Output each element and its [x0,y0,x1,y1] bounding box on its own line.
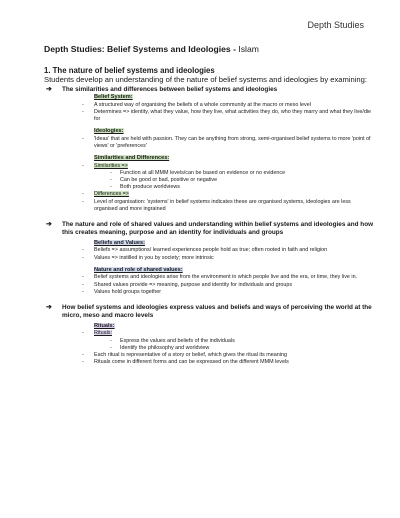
list-item: - Beliefs => assumptions/ learned experiences people hold as true; often rooted in faith and religion [82,247,328,254]
list-item: - Values => instilled in you by society; more intrinsic [82,254,214,261]
subheading-rituals [94,323,374,331]
subheading-text: Beliefs and Values: [94,239,145,246]
list-item: - Belief systems and ideologies arise from the environment in which people live and the era, or time, they live in. [82,274,358,281]
subheading-ideologies [94,128,374,136]
page-title-sub: Islam [238,44,259,54]
subheading-text: Nature and role of shared values: [94,266,183,273]
page-title-main: Depth Studies: Belief Systems and Ideologies - [44,44,239,54]
list-item: - Shared values provide => meaning, purpose and identity for individuals and groups [82,281,293,288]
list-item: - Rituals come in different forms and can be expressed on the different MMM levels [82,359,289,366]
point-heading-2 [44,221,374,237]
subheading-text: Similarities and Differences: [94,155,170,162]
point-heading-text: The nature and role of shared values and understanding within belief systems and ideologies and how this creates meaning, purpose and an identity for individuals and groups [62,220,374,236]
point-heading-3 [44,304,374,320]
running-header: Depth Studies [307,20,364,30]
sub-list-item: - Both produce worldviews [110,184,180,191]
sub-list-item: - Can be good or bad, positive or negative [110,176,218,183]
list-item: - Each ritual is representative of a story or belief, which gives the ritual its meaning [82,352,287,359]
document-body [44,66,374,366]
subheading-similarities-differences [94,155,374,163]
point-heading-text: How belief systems and ideologies express values and beliefs and ways of perceiving the world at the micro, meso and macro levels [62,303,372,319]
point-heading-text: The similarities and differences between belief systems and ideologies [62,86,278,93]
sub-list-item: - Function at all MMM levels/can be based on evidence or no evidence [110,169,286,176]
subheading-text: Rituals: [94,322,115,329]
list-item-similarities: - Similarities => [82,162,128,169]
subheading-belief-system [94,94,374,102]
arrow-icon: ➔ [46,220,52,228]
subheading-text: Belief System: [94,94,133,100]
section-heading: 1. The nature of belief systems and ideologies [44,66,215,75]
list-item-rituals: - Rituals: [82,330,112,337]
list-item: - A structured way of organising the beliefs of a whole community at the macro or meso level [82,101,311,108]
list-item: - Level of organisation: 'systems' in belief systems indicates these are organised systems, ideologies are less organised and more ingrained [82,198,351,212]
page-title [44,44,374,54]
point-heading-1 [44,86,374,94]
arrow-icon: ➔ [46,303,52,311]
list-item: - Values hold groups together [82,288,162,295]
sub-list-item: - Express the values and beliefs of the individuals [110,337,235,344]
arrow-icon: ➔ [46,86,52,93]
subheading-beliefs-values [94,240,374,248]
list-item: - Determines => identity, what they value, how they live, what activities they do, who they marry and what they live/die for [82,108,372,122]
sub-list-item: - Identify the philosophy and worldview [110,344,210,351]
list-item-differences: - Differences => [82,191,129,198]
subheading-text: Ideologies: [94,128,124,135]
list-item: - 'Ideas' that are held with passion. They can be anything from strong, semi-organised belief systems to more 'point of views' or 'preferences' [82,135,371,149]
section-intro: Students develop an understanding of the nature of belief systems and ideologies by examining: [44,75,367,84]
subheading-shared-values [94,267,374,275]
